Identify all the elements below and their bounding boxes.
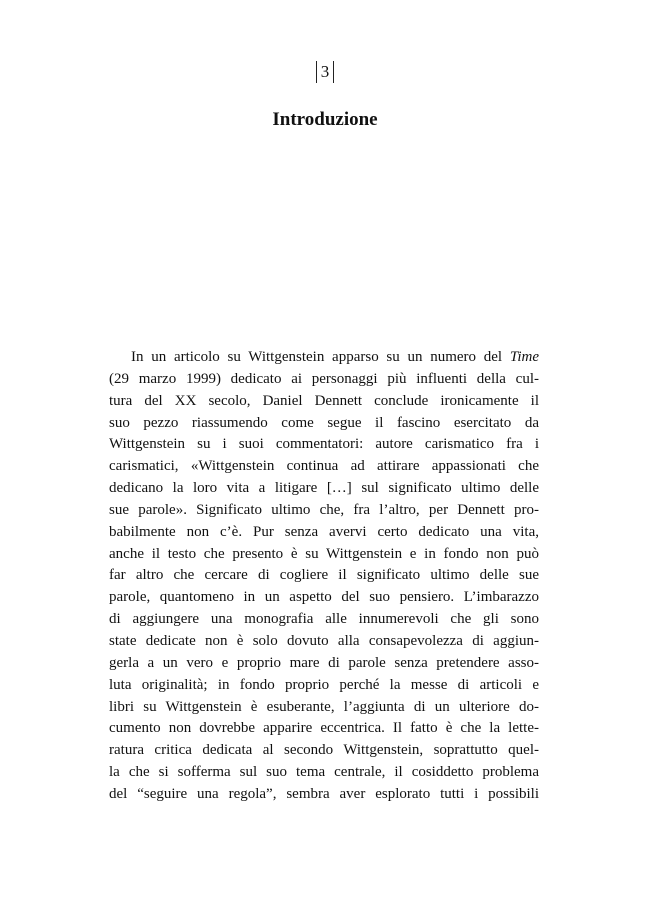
text-line: tura del XX secolo, Daniel Dennett conclude ironicamente il: [109, 392, 539, 409]
text-line: suo pezzo riassumendo come segue il fascino esercitato da: [109, 414, 539, 431]
page-number-value: 3: [320, 62, 330, 82]
text-line: di aggiungere una monografia alle innumerevoli che gli sono: [109, 611, 539, 628]
text-line: dedicano la loro vita a litigare […] sul significato ultimo delle: [109, 480, 539, 497]
text-line: carismatici, «Wittgenstein continua ad attirare appassionati che: [109, 458, 539, 475]
text-line: Wittgenstein su i suoi commentatori: autore carismatico fra i: [109, 436, 539, 453]
chapter-title: Introduzione: [272, 109, 378, 130]
text-line: far altro che cercare di cogliere il significato ultimo delle sue: [109, 567, 539, 584]
text-line: sue parole». Significato ultimo che, fra l’altro, per Dennett pro-: [109, 501, 539, 518]
text-line: luta originalità; in fondo proprio perché la messe di articoli e: [109, 676, 539, 693]
text-line: anche il testo che presento è su Wittgenstein e in fondo non può: [109, 545, 539, 562]
text-line: la che si sofferma sul suo tema centrale, il cosiddetto problema: [109, 764, 539, 781]
body-paragraph: [109, 347, 539, 806]
page-number: [0, 60, 650, 83]
text-line: cumento non dovrebbe apparire eccentrica. Il fatto è che la lette-: [109, 720, 539, 737]
text-line: libri su Wittgenstein è esuberante, l’aggiunta di un ulteriore do-: [109, 698, 539, 715]
text-line: babilmente non c’è. Pur senza avervi certo dedicato una vita,: [109, 523, 539, 540]
text-line: (29 marzo 1999) dedicato ai personaggi più influenti della cul-: [109, 370, 539, 387]
page-number-left-rule: [316, 61, 317, 83]
page-number-right-rule: [333, 61, 334, 83]
text-line: gerla a un vero e proprio mare di parole senza pretendere asso-: [109, 654, 539, 671]
text-line: state dedicate non è solo dovuto alla consapevolezza di aggiun-: [109, 632, 539, 649]
text-line: ratura critica dedicata al secondo Wittgenstein, soprattutto quel-: [109, 742, 539, 759]
text-line: parole, quantomeno in un aspetto del suo pensiero. L’imbarazzo: [109, 589, 539, 606]
text-line: del “seguire una regola”, sembra aver esplorato tutti i possibili: [109, 785, 539, 802]
text-line: In un articolo su Wittgenstein apparso su un numero del Time: [131, 349, 539, 365]
